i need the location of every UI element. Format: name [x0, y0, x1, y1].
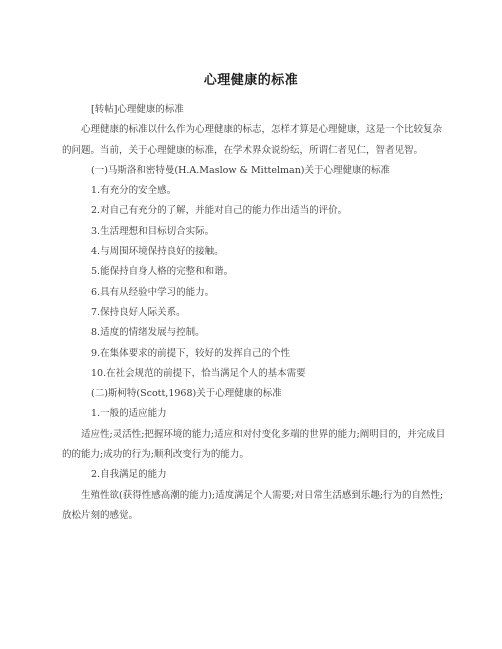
list-item: 4.与周围环境保持良好的接触。 [91, 246, 224, 258]
list-item: 10.在社会规范的前提下，恰当满足个人的基本需要 [91, 367, 306, 379]
list-item: 9.在集体要求的前提下，较好的发挥自己的个性 [91, 347, 291, 359]
list-item: 1.有充分的安全感。 [91, 185, 177, 197]
section-heading-maslow: (一)马斯洛和密特曼(H.A.Maslow & Mittelman)关于心理健康的标准 [91, 164, 391, 176]
list-item: 3.生活理想和目标切合实际。 [91, 225, 215, 237]
subheading-adaptation: 1.一般的适应能力 [91, 408, 167, 420]
section-heading-scott: (二)斯柯特(Scott,1968)关于心理健康的标准 [91, 388, 282, 400]
subheading-self-satisfaction: 2.自我满足的能力 [91, 469, 167, 481]
document-body [62, 100, 448, 526]
repost-label: [转帖]心理健康的标准 [91, 104, 184, 115]
list-item: 6.具有从经验中学习的能力。 [91, 286, 215, 298]
self-satisfaction-paragraph: 生殖性欲(获得性感高潮的能力);适度满足个人需要;对日常生活感到乐趣;行为的自然性;放松片刻的感觉。 [62, 489, 444, 521]
list-item: 8.适度的情绪发展与控制。 [91, 327, 205, 339]
list-item: 7.保持良好人际关系。 [91, 306, 186, 318]
adaptation-paragraph: 适应性;灵活性;把握环境的能力;适应和对付变化多端的世界的能力;阐明目的，并完成目的的能力;成功的行为;顺利改变行为的能力。 [62, 428, 446, 461]
intro-paragraph: 心理健康的标准以什么作为心理健康的标志，怎样才算是心理健康，这是一个比较复杂的问题。当前，关于心理健康的标准，在学术界众说纷纭，所谓仁者见仁，智者见智。 [62, 124, 443, 156]
list-item: 2.对自己有充分的了解，并能对自己的能力作出适当的评价。 [91, 205, 348, 217]
list-item: 5.能保持自身人格的完整和和谐。 [91, 266, 234, 278]
document-title: 心理健康的标准 [203, 73, 299, 88]
